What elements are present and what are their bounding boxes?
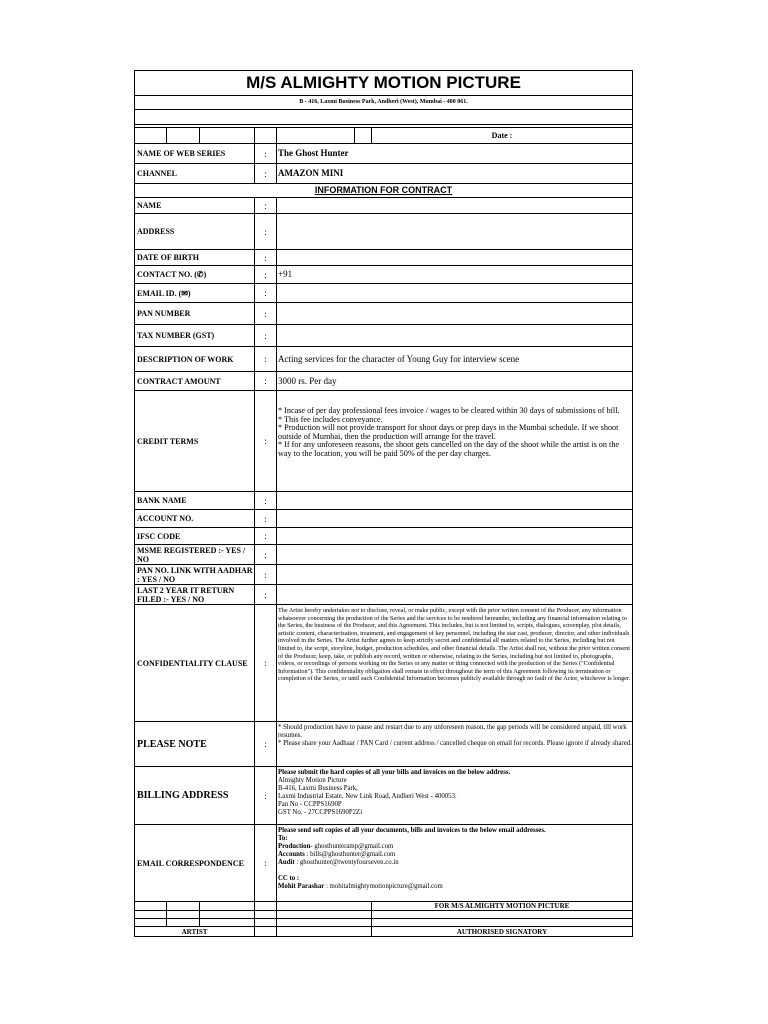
ifsc-field[interactable] [277,528,632,544]
audit-email[interactable]: : ghosthunter@twentyfourseven.co.in [294,859,399,866]
bank-field[interactable] [277,492,632,509]
email-correspondence-row: EMAIL CORRESPONDENCE : Please send soft copies of all your documents, bills and invoices to the below email addresses. To: Production- ghosthunteramp@gmail.com Accounts : bills@ghosthunter@gmail.com Audit : ghosthunter@twentyfourseven.co.in CC to : Mohit Parashar : mohitalmightymotionpicture@gmail.com [135,824,632,901]
contact-row: CONTACT NO. (✆) : +91 [135,265,632,283]
billing-address-text: Please submit the hard copies of all your bills and invoices on the below address. Almighty Motion Picture B-416, Laxmi Business Park, Laxmi Industrial Estate, New Link Road, Andheri West - 400053. Pan No - CCPPS1690P GST No. - 27CCPPS1690P2Zi [278,769,511,816]
name-field[interactable] [277,198,632,213]
contract-form [134,70,633,937]
address-row: ADDRESS : [135,213,632,249]
tax-field[interactable] [277,325,632,346]
company-title: M/S ALMIGHTY MOTION PICTURE [246,73,521,92]
series-row: NAME OF WEB SERIES : The Ghost Hunter [135,143,632,163]
for-company-label: FOR M/S ALMIGHTY MOTION PICTURE [434,902,570,910]
artist-label: ARTIST [135,927,255,936]
email-row: EMAIL ID. (✉) : [135,283,632,302]
msme-row: MSME REGISTERED :- YES / NO : [135,544,632,564]
account-field[interactable] [277,510,632,527]
account-row: ACCOUNT NO. : [135,509,632,527]
email-field[interactable] [277,284,632,302]
name-row: NAME : [135,197,632,213]
amount-field[interactable]: 3000 rs. Per day [278,375,337,386]
tax-row: TAX NUMBER (GST) : [135,324,632,346]
msme-field[interactable] [277,545,632,564]
bank-row: BANK NAME : [135,491,632,509]
ifsc-row: IFSC CODE : [135,527,632,544]
please-note-text: * Should production have to pause and restart due to any unforeseen reason, the gap periods will be considered unpaid, till work resumes. * Please share your Aadhaar / PAN Card / current address / cancelled cheque on email for records. Please ignore if already shared. [278,724,632,747]
contact-field[interactable]: +91 [278,269,293,279]
dob-row: DATE OF BIRTH : [135,249,632,265]
company-address: B - 416, Laxmi Business Park, Andheri (West), Mumbai - 400 061. [299,99,468,105]
please-note-row: PLEASE NOTE : * Should production have to pause and restart due to any unforeseen reason, the gap periods will be considered unpaid, till work resumes. * Please share your Aadhaar / PAN Card / current address / cancelled cheque on email for records. Please ignore if already shared. [135,721,632,766]
work-row: DESCRIPTION OF WORK : Acting services for the character of Young Guy for interview scene [135,346,632,371]
billing-row: BILLING ADDRESS : Please submit the hard copies of all your bills and invoices on the below address. Almighty Motion Picture B-416, Laxmi Business Park, Laxmi Industrial Estate, New Link Road, Andheri West - 400053. Pan No - CCPPS1690P GST No. - 27CCPPS1690P2Zi [135,766,632,824]
dob-field[interactable] [277,250,632,265]
footer-signature-row [135,926,632,936]
pan-row: PAN NUMBER : [135,302,632,324]
blank-row [135,110,632,124]
work-field[interactable]: Acting services for the character of Young Guy for interview scene [278,353,520,364]
cc-email[interactable]: : mohitalmightymotionpicture@gmail.com [324,883,443,890]
credit-terms: * Incase of per day professional fees invoice / wages to be cleared within 30 days of submissions of bill. * This fee includes conveyance. * Production will not provide transport for shoot days or prep days in the Mumbai schedule. If we shoot outside of Mumbai, then the production will arrange for the travel. * If for any unforeseen reasons, the shoot gets cancelled on the day of the shoot while the artist is on the way to the location, you will be paid 50% of the per day charges. [278,406,620,458]
itreturn-row: LAST 2 YEAR IT RETURN FILED :- YES / NO : [135,584,632,604]
signatory-label: AUTHORISED SIGNATORY [456,928,548,936]
date-row [135,127,632,143]
itreturn-field[interactable] [277,585,632,604]
credit-row: CREDIT TERMS : * Incase of per day professional fees invoice / wages to be cleared within 30 days of submissions of bill. * This fee includes conveyance. * Production will not provide transport for shoot days or prep days in the Mumbai schedule. If we shoot outside of Mumbai, then the production will arrange for the travel. * If for any unforeseen reasons, the shoot gets cancelled on the day of the shoot while the artist is on the way to the location, you will be paid 50% of the per day charges. [135,390,632,491]
channel-value[interactable]: AMAZON MINI [278,168,344,178]
section-title: INFORMATION FOR CONTRACT [314,185,453,195]
pan-field[interactable] [277,303,632,324]
date-label: Date : [491,131,513,140]
address-field[interactable] [277,214,632,249]
footer-company-row [135,901,632,910]
amount-row: CONTRACT AMOUNT : 3000 rs. Per day [135,371,632,390]
production-email[interactable]: - ghosthunteramp@gmail.com [310,843,394,850]
series-value[interactable]: The Ghost Hunter [278,148,349,158]
email-correspondence-text: Please send soft copies of all your documents, bills and invoices to the below email addresses. To: Production- ghosthunteramp@gmail.com Accounts : bills@ghosthunter@gmail.com Audit : ghosthunter@twentyfourseven.co.in CC to : Mohit Parashar : mohitalmightymotionpicture@gmail.com [278,827,546,890]
footer-blank-row-1 [135,910,632,918]
panlink-row: PAN NO. LINK WITH AADHAR : YES / NO : [135,564,632,584]
footer-blank-row-2 [135,918,632,926]
confidentiality-text: The Artist hereby undertakes not to disclose, reveal, or make public, except with the prior written consent of the Producer, any information whatsoever concerning the production of the Series and the services to be rendered hereunder, including any financial information relating to the Series, the business of the Producer, and this Agreement. This includes, but is not limited to, scripts, dialogues, screenplay, plot details, artistic content, characterization, treatment, and engagement of key personnel, including the star cast, producer, director, and other individuals involved in the Series. The Artist further agrees to keep strictly secret and confidential all matters related to the Series, including but not limited to, the script, storyline, budget, production schedules, and other financial details. The Artist shall not, without the prior written consent of the Producer, keep, take, or publish any record, written or otherwise, relating to the Series, including but not limited to, photographs, videos, or recordings of persons working on the Series or any matter or thing connected with the production of the Series ("Confidential Information"). This confidentiality obligation shall remain in effect throughout the term of this Agreement following its termination or completion of the Series, or until such Confidential Information becomes publicly available through no fault of the Actor, whichever is longer. [278,607,631,683]
confidentiality-row: CONFIDENTIALITY CLAUSE : The Artist hereby undertakes not to disclose, reveal, or make public, except with the prior written consent of the Producer, any information whatsoever concerning the production of the Series and the services to be rendered hereunder, including any financial information relating to the Series, the business of the Producer, and this Agreement. This includes, but is not limited to, scripts, dialogues, screenplay, plot details, artistic content, characterization, treatment, and engagement of key personnel, including the star cast, producer, director, and other individuals involved in the Series. The Artist further agrees to keep strictly secret and confidential all matters related to the Series, including but not limited to, the script, storyline, budget, production schedules, and other financial details. The Artist shall not, without the prior written consent of the Producer, keep, take, or publish any record, written or otherwise, relating to the Series, including but not limited to, photographs, videos, or recordings of persons working on the Series or any matter or thing connected with the production of the Series ("Confidential Information"). This confidentiality obligation shall remain in effect throughout the term of this Agreement following its termination or completion of the Series, or until such Confidential Information becomes publicly available through no fault of the Actor, whichever is longer. [135,604,632,721]
accounts-email[interactable]: : bills@ghosthunter@gmail.com [304,851,396,858]
channel-row: CHANNEL : AMAZON MINI [135,163,632,183]
panlink-field[interactable] [277,565,632,584]
